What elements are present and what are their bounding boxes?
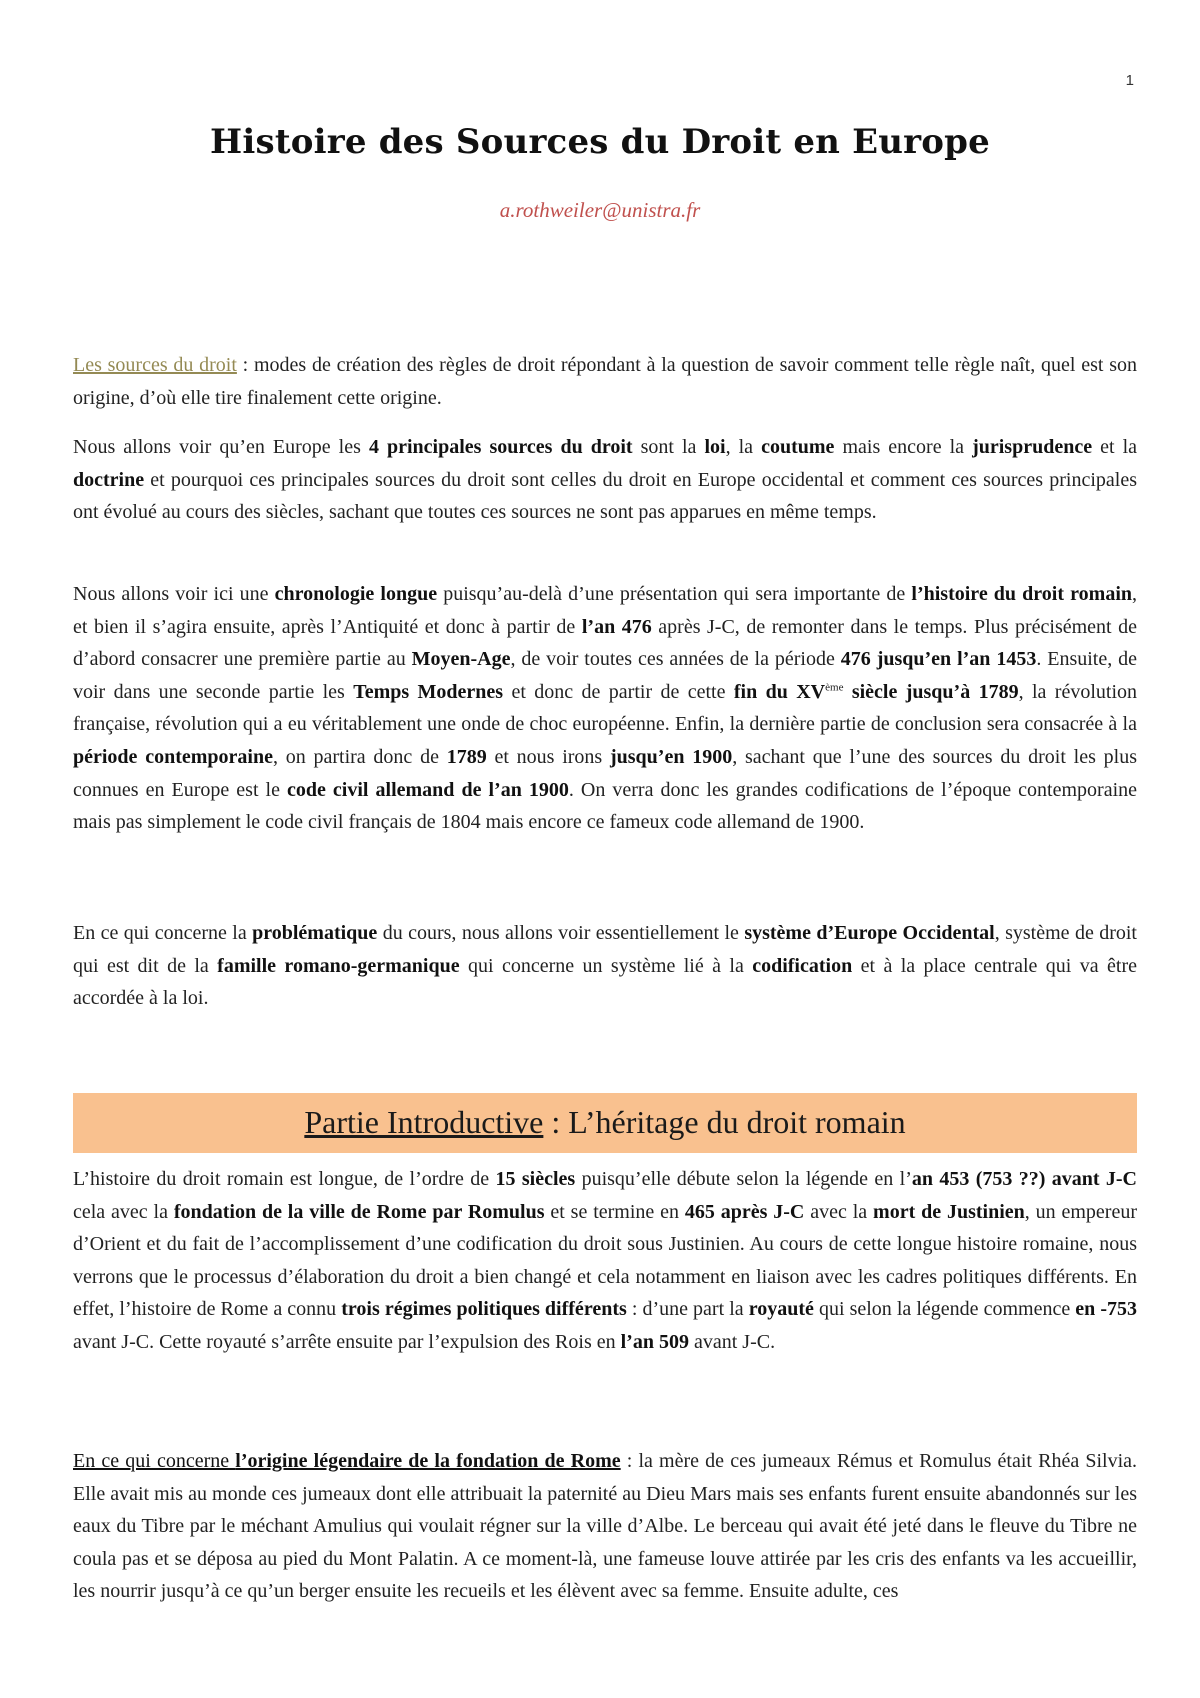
text-run: , et bien il s’agira ensuite, après l’Antiquité et donc à partir de [73, 583, 1137, 638]
bold-run: an 453 (753 ??) avant J-C [911, 1168, 1137, 1190]
bold-run: l’histoire du droit romain [911, 583, 1132, 605]
legend-lead-plain: En ce qui concerne [73, 1450, 236, 1472]
bold-run: codification [752, 954, 853, 977]
text-run: et se termine en [544, 1200, 685, 1223]
text-run: du cours, nous allons voir essentiellement le [377, 922, 745, 944]
bold-run: problématique [252, 922, 378, 944]
bold-run: système d’Europe Occidental [744, 922, 995, 944]
bold-run: famille romano-germanique [217, 954, 460, 977]
bold-run: royauté [748, 1298, 814, 1321]
section-title-rest: : L’héritage du droit romain [543, 1104, 906, 1140]
paragraph-sources [73, 431, 1137, 529]
bold-run: en -753 [1075, 1298, 1138, 1321]
paragraph-legend [73, 1445, 1137, 1608]
text-run: , on partira donc de [272, 745, 447, 768]
text-run: et nous irons [486, 745, 610, 768]
text-run: avec la [804, 1200, 874, 1223]
text-run: , de voir toutes ces années de la période [510, 648, 841, 671]
text-run: avant J-C. Cette royauté s’arrête ensuite par l’expulsion des Rois en [73, 1330, 621, 1353]
definition-text: : modes de création des règles de droit répondant à la question de savoir comment telle règle naît, quel est son origine, d’où elle tire finalement cette origine. [73, 354, 1137, 409]
bold-run: jurisprudence [972, 436, 1093, 458]
bold-run: Moyen-Age [411, 648, 511, 671]
bold-run: 15 siècles [495, 1168, 576, 1190]
paragraph-chronology [73, 578, 1137, 839]
bold-run: mort de Justinien [873, 1200, 1025, 1223]
text-run: et donc de partir de cette [503, 680, 734, 703]
bold-run: coutume [761, 436, 835, 458]
text-run: En ce qui concerne la [73, 922, 253, 944]
text-run: , sachant que l’une des sources du droit les plus connues en Europe est le [73, 745, 1137, 801]
text-run: , un empereur d’Orient et du fait de l’accomplissement d’une codification du droit sous Justinien. Au cours de cette longue histoire romaine, nous verrons que le processus d’élaboration du droit a bien changé et cela notamment en liaison avec les cadres politiques différents. En effet, l’histoire de Rome a connu [73, 1200, 1137, 1321]
section-heading [73, 1093, 1137, 1153]
text-run: L’histoire du droit romain est longue, de l’ordre de [73, 1168, 496, 1190]
document-title: Histoire des Sources du Droit en Europe [210, 122, 990, 162]
text-run: puisqu’au-delà d’une présentation qui sera importante de [437, 583, 912, 605]
text-run: et la [1092, 436, 1138, 458]
text-run: Nous allons voir qu’en Europe les [73, 436, 369, 458]
text-run: qui selon la légende commence [813, 1298, 1076, 1321]
text-run: . On verra donc les grandes codifications de l’époque contemporaine mais pas simplement le code civil français de 1804 mais encore ce fameux code allemand de 1900. [73, 778, 1138, 834]
page-number: 1 [1125, 72, 1134, 89]
bold-run: 4 principales sources du droit [368, 436, 633, 458]
paragraph-definition [73, 349, 1137, 414]
text-run: , système de droit qui est dit de la [73, 922, 1137, 977]
text-run: sont la [632, 436, 705, 458]
bold-run: trois régimes politiques différents [341, 1298, 627, 1321]
bold-run: période contemporaine [73, 745, 273, 768]
bold-run: 1789 [446, 745, 487, 768]
legend-text: : la mère de ces jumeaux Rémus et Romulus était Rhéa Silvia. Elle avait mis au monde ces jumeaux dont elle attribuait la paternité au Dieu Mars mais ses enfants furent ensuite abandonnés sur les eaux du Tibre par le méchant Amulius qui voulait régner sur la ville d’Albe. Le berceau qui avait été jeté dans le fleuve du Tibre ne coula pas et se déposa au pied du Mont Palatin. A ce moment-là, une fameuse louve attirée par les cris des enfants va les accueillir, les nourrir jusqu’à ce qu’un berger ensuite les recueils et les élèvent avec sa femme. Ensuite adulte, ces [73, 1450, 1138, 1603]
bold-run: fin du XV [733, 680, 826, 703]
bold-run: loi [704, 436, 726, 458]
text-run: : d’une part la [626, 1298, 749, 1321]
bold-run: l’an 476 [581, 615, 652, 638]
definition-term: Les sources du droit [73, 354, 237, 376]
text-run: cela avec la [73, 1200, 174, 1223]
text-run: qui concerne un système lié à la [459, 954, 753, 977]
superscript-run: ème [825, 681, 844, 694]
bold-run: 476 jusqu’en l’an 1453 [840, 648, 1037, 671]
text-run: et à la place centrale qui va être accordée à la loi. [73, 954, 1137, 1010]
legend-lead-bold: l’origine légendaire de la fondation de Rome [235, 1450, 621, 1472]
bold-run: chronologie longue [274, 583, 438, 605]
bold-run: Temps Modernes [353, 680, 504, 703]
legend-lead [73, 1450, 621, 1472]
bold-run: siècle jusqu’à 1789 [843, 680, 1019, 703]
text-run: avant J-C. [688, 1330, 776, 1353]
bold-run: 465 après J-C [684, 1200, 805, 1223]
bold-run: doctrine [73, 468, 145, 491]
text-run: , la [725, 436, 762, 458]
text-run: puisqu’elle débute selon la légende en l’ [575, 1168, 912, 1190]
text-run: et pourquoi ces principales sources du droit sont celles du droit en Europe occidental et comment ces sources principales ont évolué au cours des siècles, sachant que toutes ces sources ne sont pas apparues en même temps. [73, 468, 1137, 524]
bold-run: jusqu’en 1900 [609, 745, 733, 768]
paragraph-problematique [73, 917, 1137, 1015]
bold-run: fondation de la ville de Rome par Romulus [173, 1200, 545, 1223]
text-run: après J-C, de remonter dans le temps. Plus précisément de d’abord consacrer une première partie au [73, 615, 1138, 671]
text-run: mais encore la [834, 436, 973, 458]
text-run: , la révolution française, révolution qui a eu véritablement une onde de choc européenne. Enfin, la dernière partie de conclusion sera consacrée à la [73, 680, 1138, 736]
text-run: Nous allons voir ici une [73, 583, 275, 605]
author-email[interactable]: a.rothweiler@unistra.fr [499, 198, 701, 222]
section-label: Partie Introductive [304, 1104, 544, 1140]
bold-run: code civil allemand de l’an 1900 [287, 778, 569, 801]
bold-run: l’an 509 [620, 1330, 689, 1353]
paragraph-roman-law [73, 1163, 1137, 1359]
text-run: . Ensuite, de voir dans une seconde partie les [73, 648, 1138, 703]
